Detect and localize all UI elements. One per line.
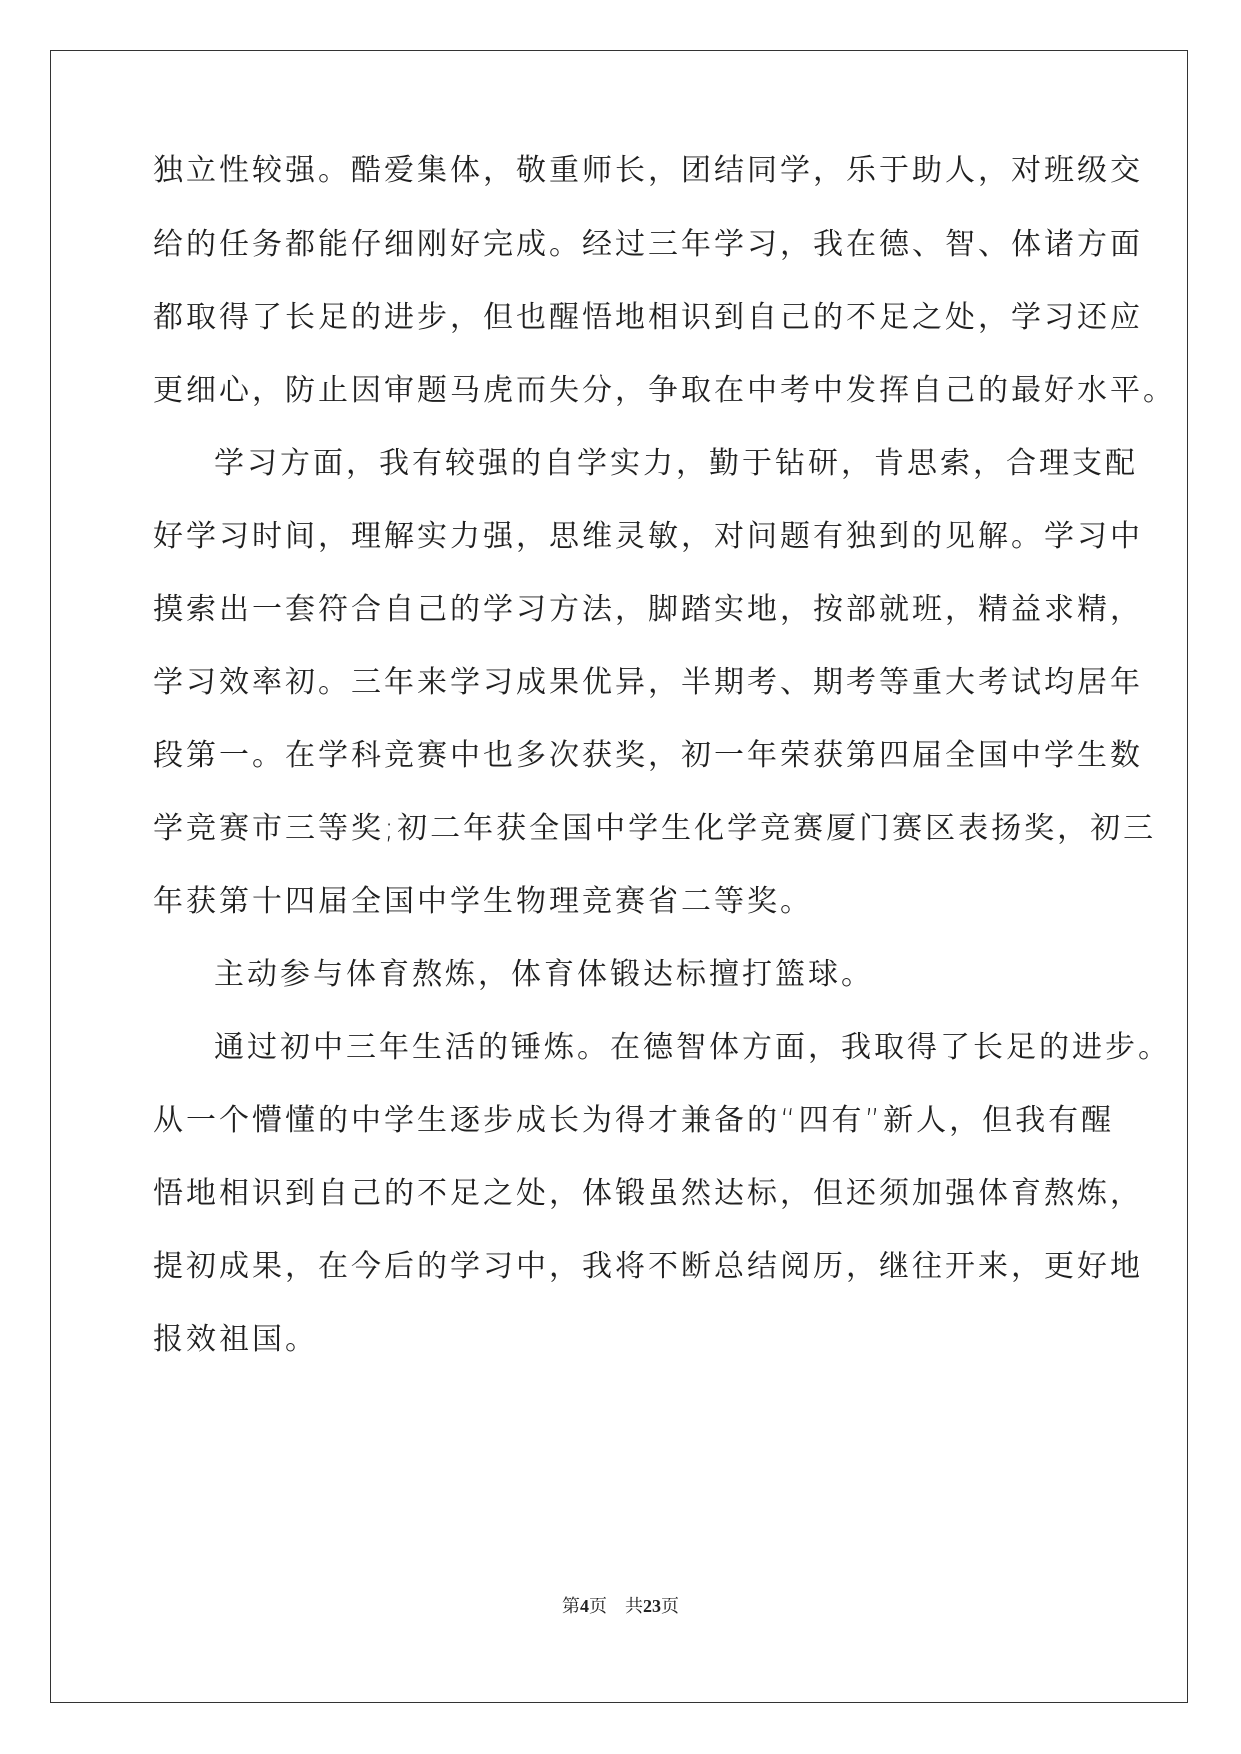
total-page-count: 23: [643, 1596, 661, 1616]
text-line: 从一个懵懂的中学生逐步成长为得才兼备的“四有”新人，但我有醒: [153, 1103, 1115, 1138]
text-line: 好学习时间，理解实力强，思维灵敏，对问题有独到的见解。学习中: [153, 519, 1143, 554]
text-line: 都取得了长足的进步，但也醒悟地相识到自己的不足之处，学习还应: [153, 300, 1143, 335]
page-footer: [0, 1594, 1241, 1618]
text-line: 学习效率初。三年来学习成果优异，半期考、期考等重大考试均居年: [153, 665, 1143, 700]
footer-total-suffix: 页: [661, 1596, 679, 1616]
footer-total-prefix: 共: [625, 1596, 643, 1616]
text-line: 更细心，防止因审题马虎而失分，争取在中考中发挥自己的最好水平。: [153, 373, 1176, 408]
paragraph-start-line: 通过初中三年生活的锤炼。在德智体方面，我取得了长足的进步。: [214, 1030, 1171, 1065]
paragraph-start-line: 主动参与体育熬炼，体育体锻达标擅打篮球。: [214, 957, 874, 992]
text-line: 学竞赛市三等奖;初二年获全国中学生化学竞赛厦门赛区表扬奖，初三: [153, 811, 1157, 846]
text-line: 提初成果，在今后的学习中，我将不断总结阅历，继往开来，更好地: [153, 1249, 1143, 1284]
current-page-number: 4: [580, 1596, 589, 1616]
text-line: 悟地相识到自己的不足之处，体锻虽然达标，但还须加强体育熬炼，: [153, 1176, 1143, 1211]
text-line: 给的任务都能仔细刚好完成。经过三年学习，我在德、智、体诸方面: [153, 227, 1143, 262]
text-line: 独立性较强。酷爱集体，敬重师长，团结同学，乐于助人，对班级交: [153, 153, 1143, 188]
footer-page-suffix: 页: [589, 1596, 607, 1616]
footer-prefix: 第: [562, 1596, 580, 1616]
text-line: 段第一。在学科竞赛中也多次获奖，初一年荣获第四届全国中学生数: [153, 738, 1143, 773]
text-line: 年获第十四届全国中学生物理竞赛省二等奖。: [153, 884, 813, 919]
text-line: 报效祖国。: [153, 1322, 318, 1357]
text-line: 摸索出一套符合自己的学习方法，脚踏实地，按部就班，精益求精，: [153, 592, 1143, 627]
paragraph-start-line: 学习方面，我有较强的自学实力，勤于钻研，肯思索，合理支配: [214, 446, 1138, 481]
